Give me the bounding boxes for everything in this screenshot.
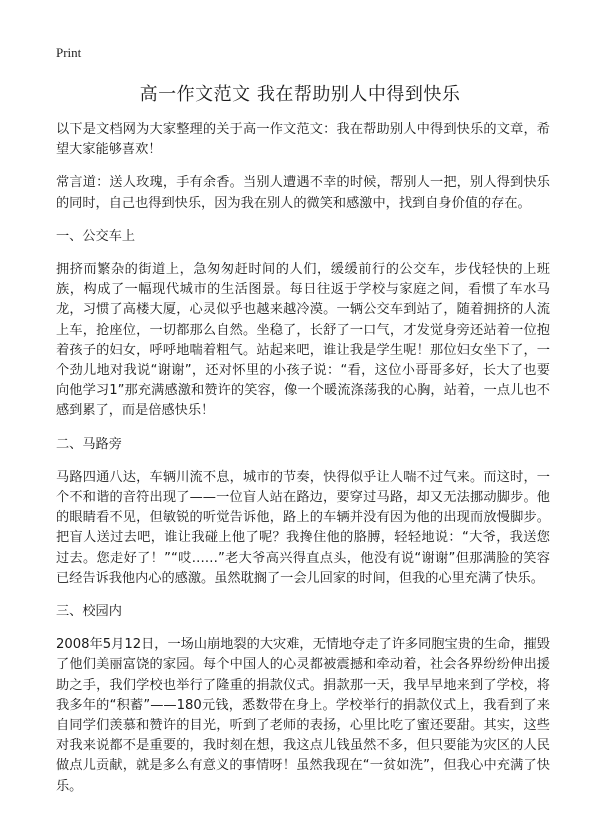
intro-paragraph: 以下是文档网为大家整理的关于高一作文范文：我在帮助别人中得到快乐的文章，希望大家能够喜欢！: [56, 122, 550, 158]
section-body-bus: 拥挤而繁杂的街道上，急匆匆赶时间的人们，缓缓前行的公交车，步伐轻快的上班族，构成了一幅现代城市的生活图景。每日往返于学校与家庭之间，看惯了车水马龙，习惯了高楼大厦，心灵似乎也越来越冷漠。一辆公交车到站了，随着拥挤的人流上车，抢座位，一切都那么自然。坐稳了，长舒了一口气，才发觉身旁还站着一位抱着孩子的妇女，呼呼地喘着粗气。站起来吧，谁让我是学生呢！那位妇女坐下了，一个劲儿地对我说“谢谢”，还对怀里的小孩子说：“看，这位小哥哥多好，长大了也要向他学习1”那充满感激和赞许的笑容，像一个暖流涤荡我的心胸，站着，一点儿也不感到累了，而是倍感快乐！: [56, 262, 550, 419]
document-body: [56, 120, 550, 810]
section-body-campus: 2008年5月12日，一场山崩地裂的大灾难，无情地夺走了许多同胞宝贵的生命，摧毁了他们美丽富饶的家园。每个中国人的心灵都被震撼和牵动着，社会各界纷纷伸出援助之手，我们学校也举行了隆重的捐款仪式。捐款那一天，我早早地来到了学校，将我多年的“积蓄”——180元钱，悉数带在身上。学校举行的捐款仪式上，我看到了来自同学们羡慕和赞许的目光，听到了老师的表扬，心里比吃了蜜还要甜。其实，这些对我来说都不是重要的，我时刻在想，我这点儿钱虽然不多，但只要能为灾区的人民做点儿贡献，就是多么有意义的事情呀！虽然我现在“一贫如洗”，但我心中充满了快乐。: [56, 637, 550, 794]
section-body-roadside: 马路四通八达，车辆川流不息，城市的节奏，快得似乎让人喘不过气来。而这时，一个不和谐的音符出现了——一位盲人站在路边，要穿过马路，却又无法挪动脚步。他的眼睛看不见，但敏锐的听觉告诉他，路上的车辆并没有因为他的出现而放慢脚步。把盲人送过去吧，谁让我碰上他了呢？我搀住他的胳膊，轻轻地说：“大爷，我送您过去。您走好了！”“哎……”老大爷高兴得直点头，他没有说“谢谢”但那满脸的笑容已经告诉我他内心的感激。虽然耽搁了一会儿回家的时间，但我的心里充满了快乐。: [56, 469, 550, 586]
preface-paragraph: 常言道：送人玫瑰，手有余香。当别人遭遇不幸的时候，帮别人一把，别人得到快乐的同时，自己也得到快乐，因为我在别人的微笑和感激中，找到自身价值的存在。: [56, 175, 550, 211]
section-heading-campus: 三、校园内: [56, 604, 122, 620]
document-title: 高一作文范文 我在帮助别人中得到快乐: [139, 84, 461, 105]
section-heading-roadside: 二、马路旁: [56, 436, 122, 452]
print-link[interactable]: Print: [56, 45, 82, 60]
section-heading-bus: 一、公交车上: [56, 228, 136, 244]
